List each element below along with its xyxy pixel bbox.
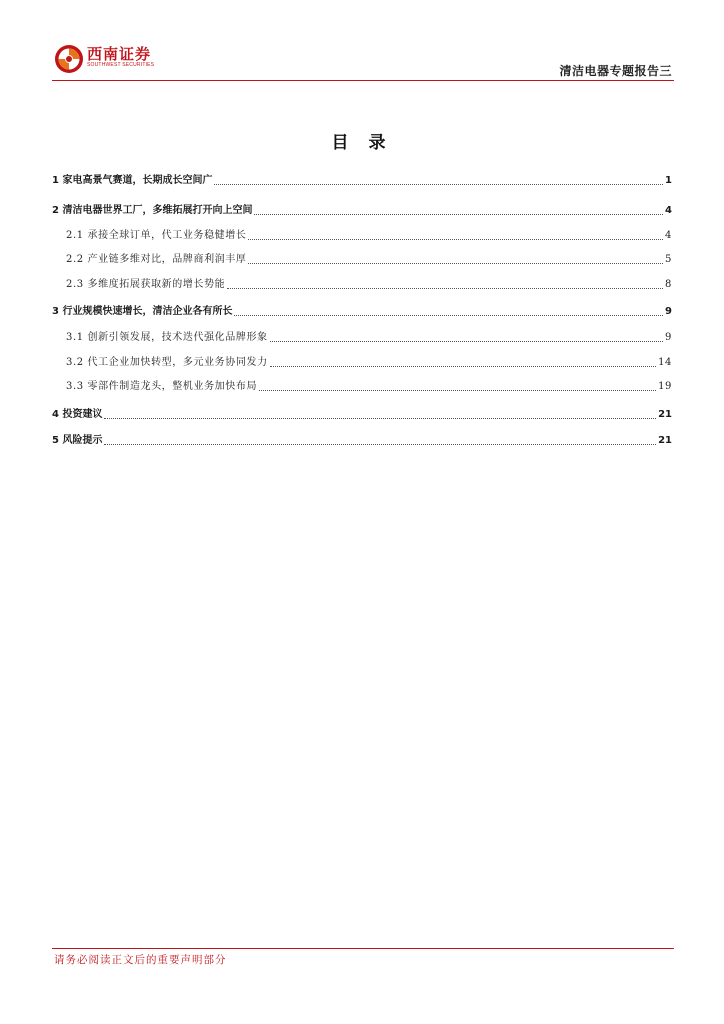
- southwest-securities-logo-icon: [54, 44, 84, 74]
- toc-leader-dots: [214, 183, 663, 185]
- toc-leader-dots: [104, 417, 656, 419]
- toc-entry-title: 1 家电高景气赛道，长期成长空间广: [52, 175, 213, 186]
- page-header: [0, 0, 724, 84]
- toc-entry-page: 9: [665, 332, 672, 343]
- toc-entry-title: 5 风险提示: [52, 435, 103, 446]
- toc-entry-page: 8: [665, 279, 672, 290]
- toc-entry-2-3[interactable]: [52, 274, 672, 292]
- toc-entry-3-1[interactable]: [52, 327, 672, 345]
- disclaimer-note: 请务必阅读正文后的重要声明部分: [54, 954, 227, 966]
- toc-leader-dots: [227, 287, 663, 289]
- toc-entry-page: 19: [658, 381, 672, 392]
- toc-entry-title: 4 投资建议: [52, 409, 103, 420]
- toc-entry-page: 14: [658, 357, 672, 368]
- toc-leader-dots: [254, 213, 663, 215]
- logo-cn-name: 西南证券: [87, 45, 152, 63]
- toc-entry-title: 3.2 代工企业加快转型，多元业务协同发力: [66, 357, 268, 368]
- toc-entry-3-2[interactable]: [52, 352, 672, 370]
- toc-entry-title: 2.1 承接全球订单，代工业务稳健增长: [66, 230, 247, 241]
- toc-leader-dots: [248, 262, 663, 264]
- footer-divider: [52, 948, 674, 949]
- toc-entry-page: 21: [658, 409, 672, 420]
- toc-entry-title: 3.1 创新引领发展，技术迭代强化品牌形象: [66, 332, 268, 343]
- logo-en-name: SOUTHWEST SECURITIES: [87, 62, 155, 68]
- toc-entry-title: 2 清洁电器世界工厂，多维拓展打开向上空间: [52, 205, 253, 216]
- toc-entry-page: 4: [665, 205, 672, 216]
- toc-entry-title: 3.3 零部件制造龙头，整机业务加快布局: [66, 381, 258, 392]
- toc-entry-1[interactable]: [52, 170, 672, 188]
- toc-entry-page: 5: [665, 254, 672, 265]
- toc-entry-2[interactable]: [52, 200, 672, 218]
- toc-entry-page: 4: [665, 230, 672, 241]
- toc-leader-dots: [270, 340, 663, 342]
- report-title: 清洁电器专题报告三: [559, 64, 672, 78]
- logo-wordmark: [87, 46, 154, 69]
- toc-entry-2-2[interactable]: [52, 249, 672, 267]
- toc-entry-4[interactable]: [52, 404, 672, 422]
- toc-entry-3-3[interactable]: [52, 376, 672, 394]
- toc-leader-dots: [104, 443, 656, 445]
- toc-entry-title: 2.2 产业链多维对比，品牌商利润丰厚: [66, 254, 247, 265]
- toc-entry-page: 21: [658, 435, 672, 446]
- toc-heading: 目 录: [331, 133, 393, 153]
- toc-leader-dots: [259, 389, 656, 391]
- toc-entry-5[interactable]: [52, 430, 672, 448]
- header-divider: [52, 80, 674, 81]
- toc-entry-2-1[interactable]: [52, 225, 672, 243]
- toc-entry-page: 9: [665, 306, 672, 317]
- toc-entry-title: 2.3 多维度拓展获取新的增长势能: [66, 279, 226, 290]
- toc-entry-title: 3 行业规模快速增长，清洁企业各有所长: [52, 306, 233, 317]
- toc-leader-dots: [234, 314, 663, 316]
- toc-entry-3[interactable]: [52, 301, 672, 319]
- toc-entry-page: 1: [665, 175, 672, 186]
- toc-leader-dots: [270, 365, 656, 367]
- toc-leader-dots: [248, 238, 663, 240]
